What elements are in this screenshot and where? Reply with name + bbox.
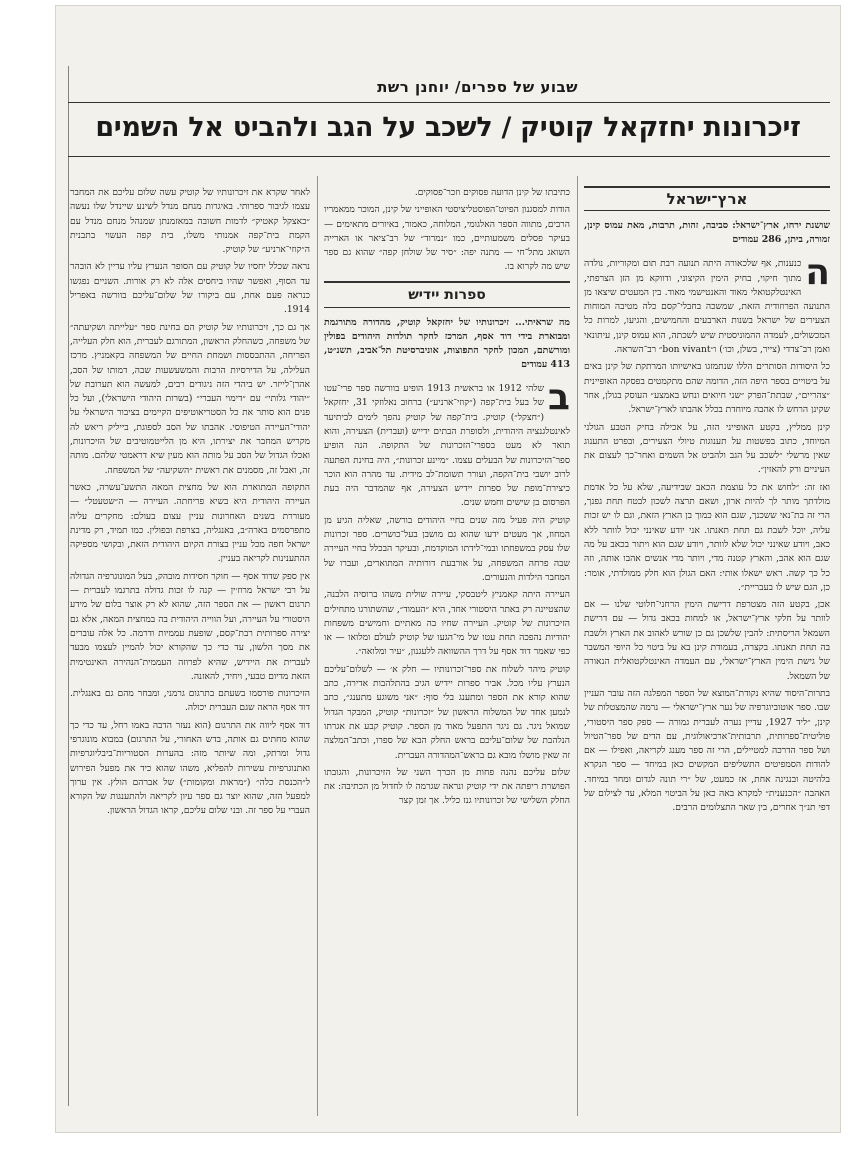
article-paragraph: ה כנענות, אף שלכאורה היתה תנועה רבת תום ומקוריות, נולדה מתוך חיקוי, בחיק הימין הקיצוני, ודווקא מן הזן הצרפתי, האינטלקטואלי מאוד והאנטישמי מאוד. בין המעטים שיצאו מן התנועה הפרוזודית הזאת, שמשכה בחבלי־קסם כלה מטיבה המוחות הצעירים של ישראל בשנות הארבעים והחמישים, והגיעו, למרות כל המכשולים, לעמדה ההמוניסטית שיש לשכתה, הוא עמוס קינן, עיתונאי ואמן רב־צדדי (צייר, בשלן, וכו׳) ו״bon vivant״ רב־השראה. [584,252,830,356]
article-paragraph: אין ספק שדוד אסף — חוקר חסידות מובהק, בעל המונוגרפיה הגדולה על רבי ישראל מרוז׳ין — קנה לו זכות גדולה בתרגמו לעברית — תרגום ראשון — את הספר הזה, שהוא לא רק אוצר בלום של מידע היסטורי על העיירה, ועל הווייה היהודית בה במחצית המאה, אלא גם יצירה ספרותית רבת־קסם, שופעת עממיות ודרמה. כל אלה עוברים את מסך הלשון, עד כדי כך שהקורא יכול להמיין לעצמו מבעד לעברית את היידיש, שהיא לפרוזה העממית־הנהירה האינטימית הזאת מדיום טבעי, ויחיד, להאזנה. [70,571,310,682]
drop-cap: ב [548,377,570,419]
column-middle [324,186,570,1121]
article-paragraph: דוד אסף ליווה את התרגום (הוא נעזר הדבה באמו רחל, עד כדי כך שהוא מחתים גם אותה, בדש האחורי, על התרגום) במבוא מונוגרפי גדול ומרתק, ומה שיותר מזה: בהערות הסטוריות־ביבליוגרפיות ואתנוגרפיות עשירות להפליא, משהו שהוא כיד את מפעל הפירוש ל״הכנסת כלה״ (״מראות ומקומות״) של אברהם הולץ. אין ערוך למפעל הזה, שהוא יוצר גם ספר עיון לקריאה ולהתענגות של הקורא העברי על ספר זה. ובני שלום עליכם, קראו הגדול הראשון. [70,720,310,817]
article-paragraph: קוטיק היה פעיל מזה שנים בחיי היהודים בורשה, שאליה הגיע מן המחוז, אך מעטים ידעו שהוא גם מושבן בעל־כושרים. ספר זכרונות שלו עסק במשפחתו ובמי־לידתו המוקדמת, ובעיקר הבכלל בחיי העיירה שבה פרחה המשפחה, על אורבעת דורותיה המתוארים, ועברו של המחבר הילדות והנעורים. [324,515,570,583]
clipping-edge-rule [68,66,69,1106]
article-paragraph: שלום עליכם נהנה פחות מן הכרך השני של הזיכרונות, והגובתו הפושרת ריפתה את ידי קוטיק ונראה שגרמה לו לחדול מן הכתיבה: את החלק השלישי של זכרונותיו גנז כליל. אך זמן קצר [324,767,570,807]
article-paragraph: קינן ממליץ, בקטע האופייני הזה, על אכילה בחיק הטבע הגולני המיוחד, כתוב בפשטות על תענוגות טיולי הצעירים, ובפרט התענוג שאין מרשלי ״לשכב על הגב ולהביט אל השמים ואחר־כך לעצום את העיניים ורק להאזין״. [584,422,830,476]
article-paragraph: הודות למסגנון הפיוט־הפוסטליציסטי האופייני של קינן, המוכר ממאמריו הרבים, מתווה הספר האלגומי, המלוחה, כאמור, באיורים מתאימים — בעיקר פסלים משמעותיים, כמו ״נמרוד״ של רב־ציאר או הארייה השואג מתל־חי — מתנה יפה: ״סיר של שולחן קפה״ שהוא גם ספר שיש מה לקרוא בו. [324,205,570,273]
article-paragraph: קוטיק מיהר לשלוח את ספר־זכרונותיו — חלק א׳ — לשלום־עליכם הנערץ עליו מכל. אביר ספרות יידיש הגיב בהתלהבות אדירה, כתב שהוא קורא את הספר ומתענג בלי סוף: ״אני משוגע מתענג״, כתב לנמען אחד של המשלוח הראשון של ״זכרונות״ קוטיק, המבקר הגדול שמואל ניגר. גם ניגר התפעל מאוד מן הספר. קוטיק קבע את אגרתו הנלהבת של שלום־עליכם בראש החלק הבא של ספרו, וכתב־המלצה זה שאין מושלו מובא גם בראש־המהדורה העברית. [324,664,570,761]
article-paragraph: העיירה היתה קאמניץ ליטבסקי, עיירה שולית משהו ברוסיה הלבנה, שהצטיינה רק באתר היסטורי אחד, היא ״העמוד״, שהשתורגו מתחילים הזיכרונות של קוטיק. העיירה שחיו בה מאתיים וחמישים משפחות יהודיות נהפכה תחת עטו של מי־הגעו של קוטיק לעולם ומלואו — או כפי שאמר דוד אסף על דרך ההשוואה ללעגנון, ״עיר ומלואה״. [324,590,570,658]
column-right [584,186,830,1121]
drop-cap: ה [805,252,830,294]
article-paragraph: אך גם כך, זיכרונותיו של קוטיק הם בחינת ספר ״עלייתה ושקיעתה״ של משפחה, כשהחלק הראשון, המתורגם לעברית, הוא חלק העלייה, הפריחה, ההתבססות ושמחת החיים של המשפחה בקאמניץ. מרכז העלילה, על הדירסיות הרבות והמשעשעות שבה, דמותו של הסב, אהרן־לייזר. יש ביהדי הזה ניגודים רבים, למעשה הוא תערובת של ״יהודי גלותי״ עם ״דימוי העברי״ (בשרות היהודי הישראלי), ועל כל פנים הוא סותר את כל הסטריאוטיפים הקיימים בציבור הישראלי על יהודי־העיירה הטיפוסי. אהבתו של הסב לספוגת, בייליק ריאש לה מקריש המחבר את יצירתו, היא מן הלייטמוטיבים של הזיכרונות, ואכלו הגדול של הסב על מותה הוא מעין שיא דראמטי שלהם. מותה זה, ואבל זה, מסמנים את ראשית ״השקיעה״ של המשפחה. [70,322,310,476]
article-paragraph: כל היסודות הסותרים הללו שנתמזגו באישיותו המרתקת של קינן באים על ביטויים בספר היפה הזה, הדומה שהם מתקמטים בפסקה האופיינית ״צהריים״, שבתת־הפרק ״שני חיואים ונחש באמצע״ העוסק בגולן, אחר שקינן הרחש לו אהבה מיוחדת בכלל אהבתו לארץ־ישראל. [584,362,830,416]
column-divider [577,176,578,1116]
newspaper-clipping [56,6,840,1132]
section-title-eretz-israel: ארץ־ישראל [584,186,830,211]
article-paragraph: אכן, בקטע הזה מצטרפת דרישת הימין הרחני־חלוטי שלנו — אם לוותר על חלקי ארץ־ישראל, או למחות בכאב גדול — עם דרישת השמאל הריסתית: להבין שלשכן גם כן שורש לאהוב את הארץ ולשבת בה תחת תאנתו. בקצרה, בעמודת קינן בא על ביטוי כל היופי המשבר של גישת הימין הארץ־ישראלי, עם העמדה האינטלקטואלית הנאורה של השמאל. [584,600,830,682]
book-citation: מה שראיתי... זיכרונותיו של יחזקאל קוטיק, מהדורה מתורגמת ומבוארת בידי דוד אסף, המרכז לחקר תולדות היהודים בפולין ומורשתם, המכון לחקר התפוצות, אוניברסיטת תל־אביב, תשנ״ט, 413 עמודים [324,317,570,371]
article-paragraph: הזיכרונות פורסמו בשעתם בתרגום גרמני, ומבחר מהם גם באנגלית. דוד אסף הראה שגם העברית יכולה. [70,689,310,714]
article-paragraph: ב שלהי 1912 או בראשית 1913 הופיע בוורשה ספר פרי־עטו של בעל בית־קפה (״קוזי־ארניע״) ברחוב נאלוזקי 31, יחזקאל (״חצקל״) קוטיק. בית־קפה של קוטיק נהפך לימים לביתיעד לאינטלגנציה היהודית, ולסופרת הבתים ידייש (ועברית) הצעירה, והוא תואר לא מעט בספרי־הזכרונות של התקופה. הנה הופיע ספר־הזיכרונות של הבעלים עצמו. ״מיינע זכרונות״, היה בחינת הפתעה לרוב יושבי בית־הקפה, ועורר תשומת־לב מידית. עד מהרה הוא הוכר כיצירת־מופת של ספרות יידיש הצעירה, אף שהמדבר היה בעת הפרסום בן שישים וחמש שנים. [324,377,570,509]
article-paragraph: בתרות־היסוד שהיא נקודת־המוצא של הספר המפלגה הזה עובר העניין שבו. ספר אוטוביוגרפיה של נער ארץ־ישראלי — נרמה שהמצטלות של קינן, ״ליד 1927, עדיין נערה לעברית גמורה — ספק ספר היסטורי, פוליטית־ספרותית, תרבותית־ארכיאולוגית, עם הדים של ספר־הטיול ושל ספר הדרכה למטיילים, הרי זה ספר מענג לקריאה, ואפילו — אם להודות הסמפיטים התשליפים המקשים כאן במיחד — ספר הנקרא בלהיטה ובנגינה אחת, אז כמעט, של ״רי תונה לגדום ומחר במיחד. האהבה ״הכנענית״ למקרא באה כאן על הביטוי המלא, עד לצילום של דפי תנ״ך אחרים, בין שאר התצלומים הרבים. [584,688,830,814]
headline: זיכרונות יחזקאל קוטיק / לשכב על הגב ולהביט אל השמים [95,112,801,143]
article-paragraph: לאחר שקרא את זיכרונותיו של קוטיק עשה שלום עליכם את המחבר עצמו לגיבור ספרותי. באיגרות מנחם מנדל לשינע שיינדל שלו נעשה ״כאצקל קאטיק״ לדמות חשובה במאזמנתן שמנהל מנחם מנדל עם הקמת בית־קפה אמנותי משלו, בית קפה העשוי בתבנית ה״קוזי־ארניע״ של קוטיק. [70,188,310,256]
section-title-yiddish: ספרות יידיש [324,281,570,308]
headline-rule [68,156,830,157]
article-paragraph: התקופה המתוארת הוא של מחצית המאה התשע־עשרה, כאשר העיירה היהודית היא בשיא פריחתה. העיירה — ה״שטעטל״ — מעוררת בשנים האחרונות עניין עצום בעולם: מחקרים עליה מתפרסמים בארה״ב, באנגליה, בצרפת ובפולין. כמו תמיד, רק מדינת ישראל חפה מכל עניין בצורת הקיום היהודית הזאת, ובקושי מספיקה ההתענינות לקריאה בעניין. [70,482,310,565]
article-paragraph: כתיבתו של קינן הדועה פסוקים וזכר־פסוקים. [414,188,570,198]
article-paragraph: ואז זה: ״לחוש את כל עוצמת הכאב שבידיעה, שלא על כל אדמת מולדתך מותר לך להיות ארון, ושאם תרצה לשכון לבטח תחת גפנך, הרי זה בת־נאי ששכנך, שגם הוא כמוך בן הארץ הזאת, וגם לו יש זכות עליה, יוכל לשבת גם תחת תאנתו. אני יודע שאינני יכול לוותר ללא כאב, ויודע שאינני יכול שלא לוותר, ויודע שגם הוא ויתור בכאב על מה שגם הוא אהב, והארץ קטנה מדי, ויותר מדי אנשים אהבו אותה, וזה כל כך קשה. ראש ישאלו אותי: האם הגולן הוא חלק ממולדתי, אומר: כן, הגם שיש לו בעבריית״. [584,482,830,593]
book-citation: שושנת ירחו, ארץ־ישראל: סביבה, זהות, תרבות, מאת עמוס קינן, זמורה, ביתן, 286 עמודים [584,220,830,246]
column-label: שבוע של ספרים/ יוחנן רשת [377,78,578,96]
header-rule [68,102,830,103]
column-left [70,186,310,1121]
article-paragraph: נראה שכלל יחסיו של קוטיק עם הסופר הנערץ עליו עדיין לא הובהר עד הסוף, ואפשר שהיו ביחסים אלה לא רק אורות. השניים נפגשו כנראה פעם אחת, עם ביקורו של שלום־עליכם בוורשה באפריל 1914. [70,262,310,316]
column-divider [317,176,318,1116]
